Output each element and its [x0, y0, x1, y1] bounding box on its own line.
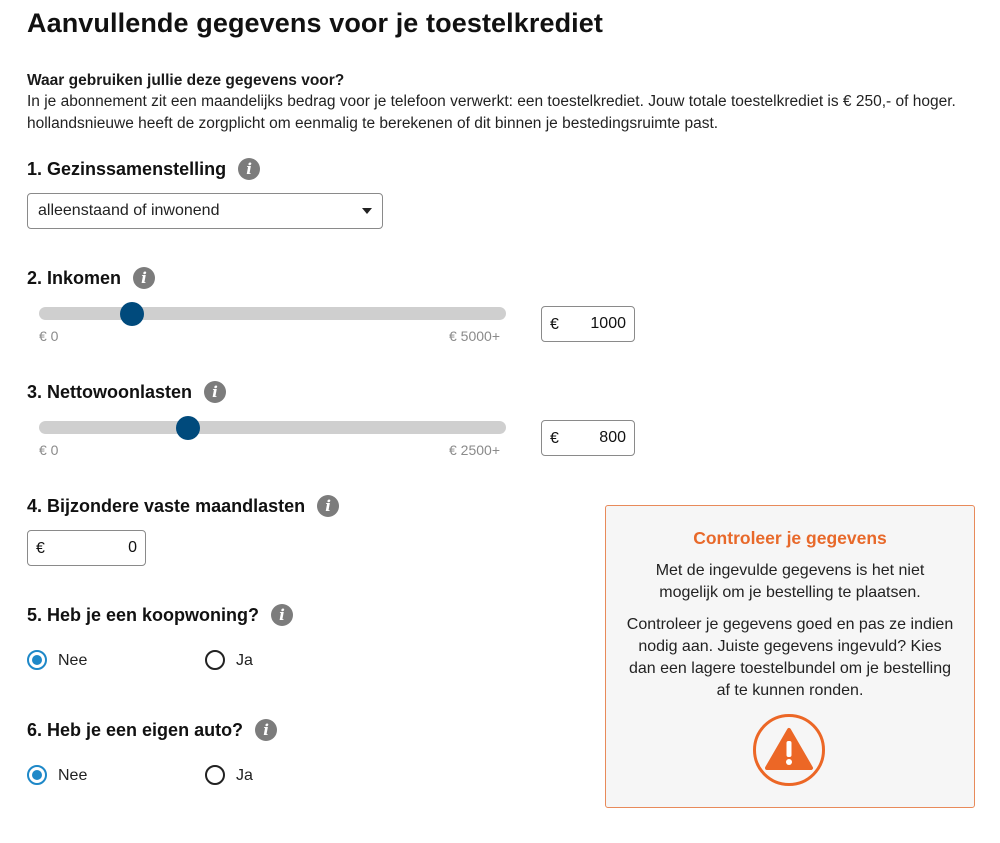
housing-value: 800 — [599, 429, 626, 446]
question-income-label: 2. Inkomen — [27, 267, 122, 288]
housing-input[interactable] — [541, 420, 635, 456]
currency-symbol: € — [550, 316, 559, 333]
info-icon[interactable]: i — [133, 267, 155, 289]
info-icon[interactable]: i — [271, 604, 293, 626]
page-title: Aanvullende gegevens voor je toestelkrediet — [27, 8, 603, 38]
question-own-car-label: 6. Heb je een eigen auto? — [27, 719, 244, 740]
question-housing-costs-label: 3. Nettowoonlasten — [27, 381, 193, 402]
question-fixed-costs-label: 4. Bijzondere vaste maandlasten — [27, 495, 306, 516]
info-icon[interactable]: i — [255, 719, 277, 741]
info-icon[interactable]: i — [204, 381, 226, 403]
owner-home-radio-no[interactable] — [27, 650, 47, 670]
owner-home-yes-label[interactable]: Ja — [236, 652, 253, 669]
household-select[interactable] — [27, 193, 383, 229]
fixed-costs-value: 0 — [128, 539, 137, 556]
housing-max-label: € 2500+ — [449, 442, 500, 458]
housing-slider-thumb[interactable] — [176, 416, 200, 440]
housing-slider-track[interactable] — [39, 421, 506, 434]
income-slider-thumb[interactable] — [120, 302, 144, 326]
info-icon[interactable]: i — [317, 495, 339, 517]
income-max-label: € 5000+ — [449, 328, 500, 344]
owner-home-no-label[interactable]: Nee — [58, 652, 88, 669]
info-icon[interactable]: i — [238, 158, 260, 180]
household-select-value: alleenstaand of inwonend — [38, 202, 220, 219]
alert-title: Controleer je gegevens — [693, 528, 887, 548]
own-car-no-label[interactable]: Nee — [58, 767, 88, 784]
housing-min-label: € 0 — [39, 442, 59, 458]
owner-home-radio-yes[interactable] — [205, 650, 225, 670]
question-housing-costs — [27, 381, 226, 403]
warning-icon — [753, 714, 825, 786]
income-value: 1000 — [590, 315, 626, 332]
question-owner-home — [27, 604, 293, 626]
question-household — [27, 158, 260, 180]
income-min-label: € 0 — [39, 328, 59, 344]
question-household-label: 1. Gezinssamenstelling — [27, 158, 227, 179]
own-car-radio-no[interactable] — [27, 765, 47, 785]
question-own-car — [27, 719, 277, 741]
intro-question: Waar gebruiken jullie deze gegevens voor? — [27, 72, 345, 89]
own-car-yes-label[interactable]: Ja — [236, 767, 253, 784]
income-input[interactable] — [541, 306, 635, 342]
intro-text: In je abonnement zit een maandelijks bedrag voor je telefoon verwerkt: een toestelkrediet. Jouw totale toestelkrediet is € 250,- of hoger. hollandsnieuwe heeft de zorgplicht om eenmalig te berekenen of dit binnen je bestedingsruimte past. — [27, 93, 956, 132]
caret-down-icon — [362, 208, 372, 214]
question-income — [27, 267, 155, 289]
own-car-radio-yes[interactable] — [205, 765, 225, 785]
income-slider-track[interactable] — [39, 307, 506, 320]
question-fixed-costs — [27, 495, 339, 517]
currency-symbol: € — [36, 540, 45, 557]
alert-instructions: Controleer je gegevens goed en pas ze indien nodig aan. Juiste gegevens ingevuld? Kies dan een lagere toestelbundel om je bestelling af te kunnen ronden. — [626, 616, 954, 699]
question-owner-home-label: 5. Heb je een koopwoning? — [27, 604, 260, 625]
currency-symbol: € — [550, 430, 559, 447]
validation-alert — [605, 505, 975, 808]
alert-message: Met de ingevulde gegevens is het niet mogelijk om je bestelling te plaatsen. — [655, 562, 925, 601]
fixed-costs-input[interactable] — [27, 530, 146, 566]
